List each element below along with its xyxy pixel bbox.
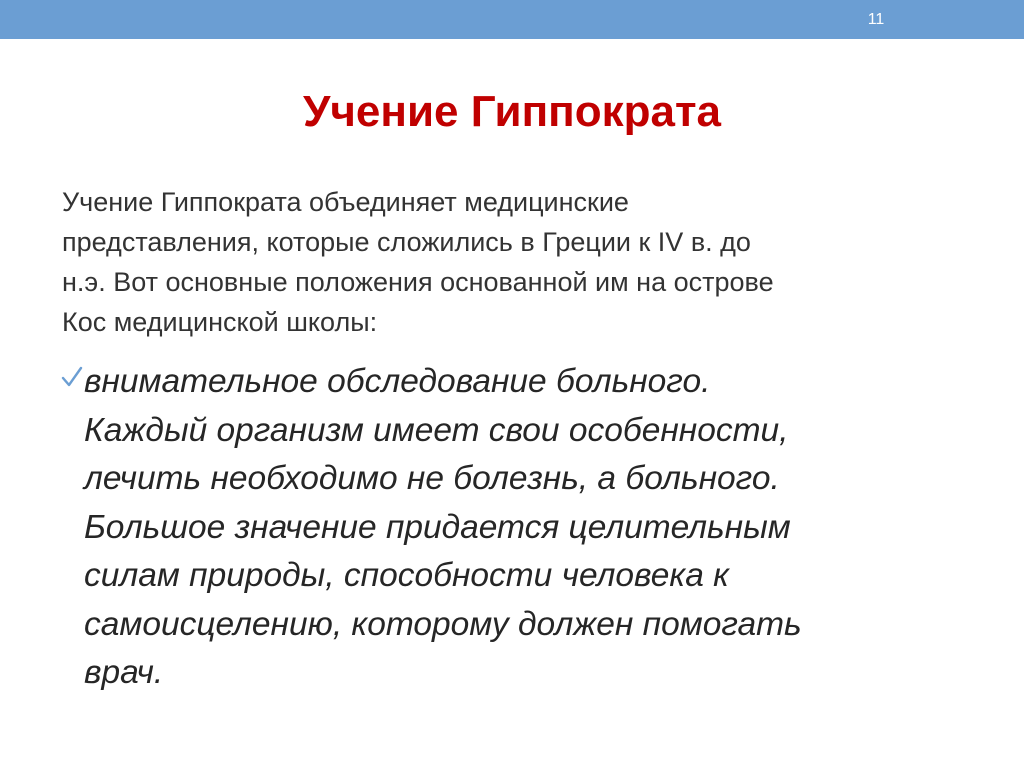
intro-line: Кос медицинской школы: [62,307,378,337]
top-bar [0,0,1024,39]
bullet-line: врач. [84,654,164,691]
bullet-line: Каждый организм имеет свои особенности, [84,411,789,449]
bullet-line: Большое значение придается целительным [84,508,791,546]
intro-line: н.э. Вот основные положения основанной им на острове [62,267,774,297]
slide-title: Учение Гиппократа [302,87,722,136]
bullet-line: внимательное обследование больного. [84,363,711,400]
page-number: 11 [867,11,885,28]
intro-line: представления, которые сложились в Греции к IV в. до [62,227,751,257]
check-icon [60,364,84,390]
bullet-line: лечить необходимо не болезнь, а больного. [84,460,780,497]
bullet-line: силам природы, способности человека к [84,557,729,594]
intro-paragraph [62,182,982,342]
bullet-line: самоисцелению, которому должен помогать [84,605,802,643]
bullet-item [60,358,990,698]
bullet-text [84,358,990,698]
intro-line: Учение Гиппократа объединяет медицинские [62,187,629,217]
